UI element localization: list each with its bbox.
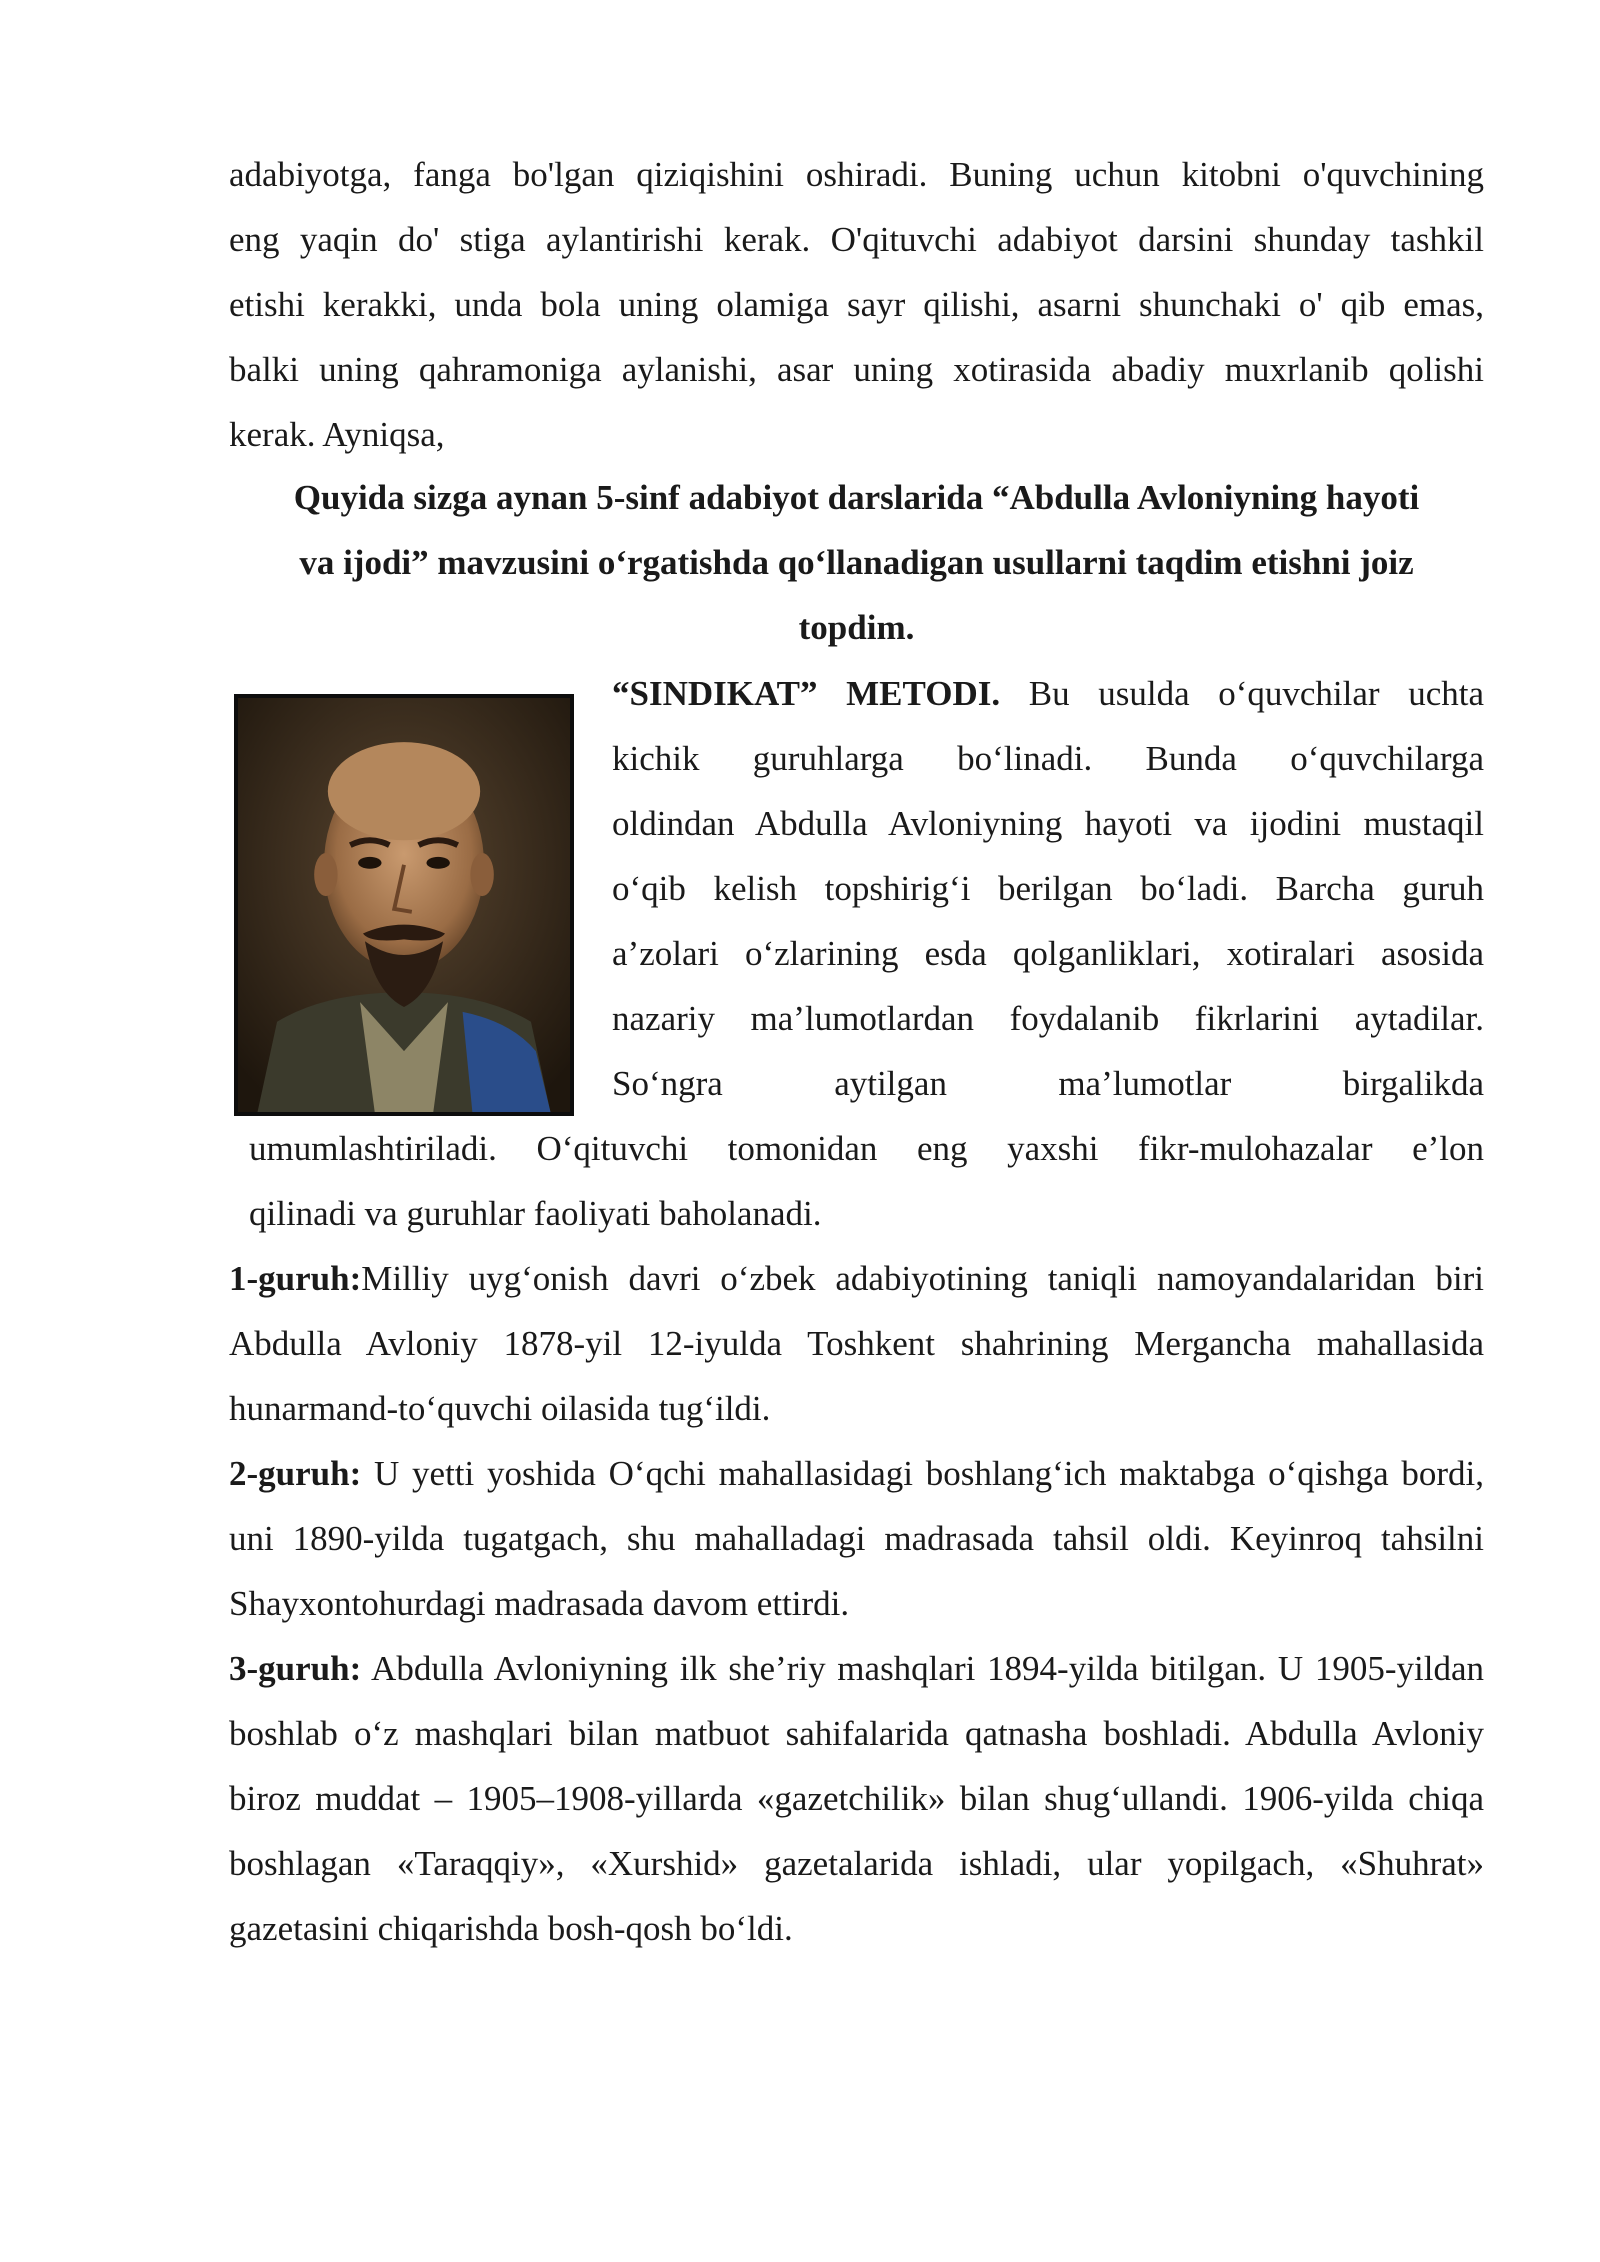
group-2-label: 2-guruh: <box>229 1454 362 1493</box>
method-cont-line-1: umumlashtiriladi. O‘qituvchi tomonidan eng yaxshi fikr-mulohazalar e’lon <box>249 1129 1484 1168</box>
method-continuation <box>249 1116 1484 1246</box>
group-1-text: Milliy uyg‘onish davri o‘zbek adabiyotining taniqli namoyandalaridan biri Abdulla Avloniy 1878-yil 12-iyulda Toshkent shahrining Mergancha mahallasida hunarmand-to‘quvchi oilasida tug‘ildi. <box>229 1259 1484 1428</box>
intro-line-1: adabiyotga, fanga bo'lgan qiziqishini oshiradi. Buning uchun kitobni o'quvchining <box>229 155 1484 194</box>
intro-line-3: etishi kerakki, unda bola uning olamiga sayr qilishi, asarni shunchaki o' qib emas, <box>229 285 1484 324</box>
method-line-2: kichik guruhlarga bo‘linadi. Bunda o‘quvchilarga <box>612 739 1484 778</box>
heading-line-3: topdim. <box>798 608 915 647</box>
method-title: “SINDIKAT” METODI. <box>612 674 1001 713</box>
intro-line-2: eng yaqin do' stiga aylantirishi kerak. O'qituvchi adabiyot darsini shunday tashkil <box>229 220 1484 259</box>
method-line-4: o‘qib kelish topshirig‘i berilgan bo‘ladi. Barcha guruh <box>612 869 1484 908</box>
group-1-paragraph <box>229 1246 1484 1441</box>
intro-line-4: balki uning qahramoniga aylanishi, asar uning xotirasida abadiy muxrlanib qolishi <box>229 350 1484 389</box>
section-heading <box>229 465 1484 660</box>
group-2-text: U yetti yoshida O‘qchi mahallasidagi boshlang‘ich maktabga o‘qishga bordi, uni 1890-yilda tugatgach, shu mahalladagi madrasada tahsil oldi. Keyinroq tahsilni Shayxontohurdagi madrasada davom ettirdi. <box>229 1454 1484 1623</box>
method-paragraph <box>612 661 1484 1116</box>
method-line-5: a’zolari o‘zlarining esda qolganliklari, xotiralari asosida <box>612 934 1484 973</box>
method-cont-line-2: qilinadi va guruhlar faoliyati baholanadi. <box>249 1194 822 1233</box>
heading-line-1: Quyida sizga aynan 5-sinf adabiyot darslarida “Abdulla Avloniyning hayoti <box>293 478 1420 517</box>
method-line-7: So‘ngra aytilgan ma’lumotlar birgalikda <box>612 1064 1484 1103</box>
group-3-label: 3-guruh: <box>229 1649 362 1688</box>
portrait-illustration <box>238 698 570 1112</box>
intro-line-5: kerak. Ayniqsa, <box>229 415 445 454</box>
group-1-label: 1-guruh: <box>229 1259 362 1298</box>
group-3-text: Abdulla Avloniyning ilk she’riy mashqlari 1894-yilda bitilgan. U 1905-yildan boshlab o‘z mashqlari bilan matbuot sahifalarida qatnasha boshladi. Abdulla Avloniy biroz muddat – 1905–1908-yillarda «gazetchilik» bilan shug‘ullandi. 1906-yilda chiqa boshlagan «Taraqqiy», «Xurshid» gazetalarida ishladi, ular yopilgach, «Shuhrat» gazetasini chiqarishda bosh-qosh bo‘ldi. <box>229 1649 1484 1948</box>
group-3-paragraph <box>229 1636 1484 1961</box>
intro-paragraph <box>229 142 1484 467</box>
portrait-image <box>234 694 574 1116</box>
method-line-3: oldindan Abdulla Avloniyning hayoti va ijodini mustaqil <box>612 804 1484 843</box>
group-2-paragraph <box>229 1441 1484 1636</box>
method-line-1-text: Bu usulda o‘quvchilar uchta <box>1000 674 1484 713</box>
method-line-6: nazariy ma’lumotlardan foydalanib fikrlarini aytadilar. <box>612 999 1484 1038</box>
method-line-1 <box>612 661 1484 726</box>
heading-line-2: va ijodi” mavzusini o‘rgatishda qo‘llanadigan usullarni taqdim etishni joiz <box>299 543 1414 582</box>
